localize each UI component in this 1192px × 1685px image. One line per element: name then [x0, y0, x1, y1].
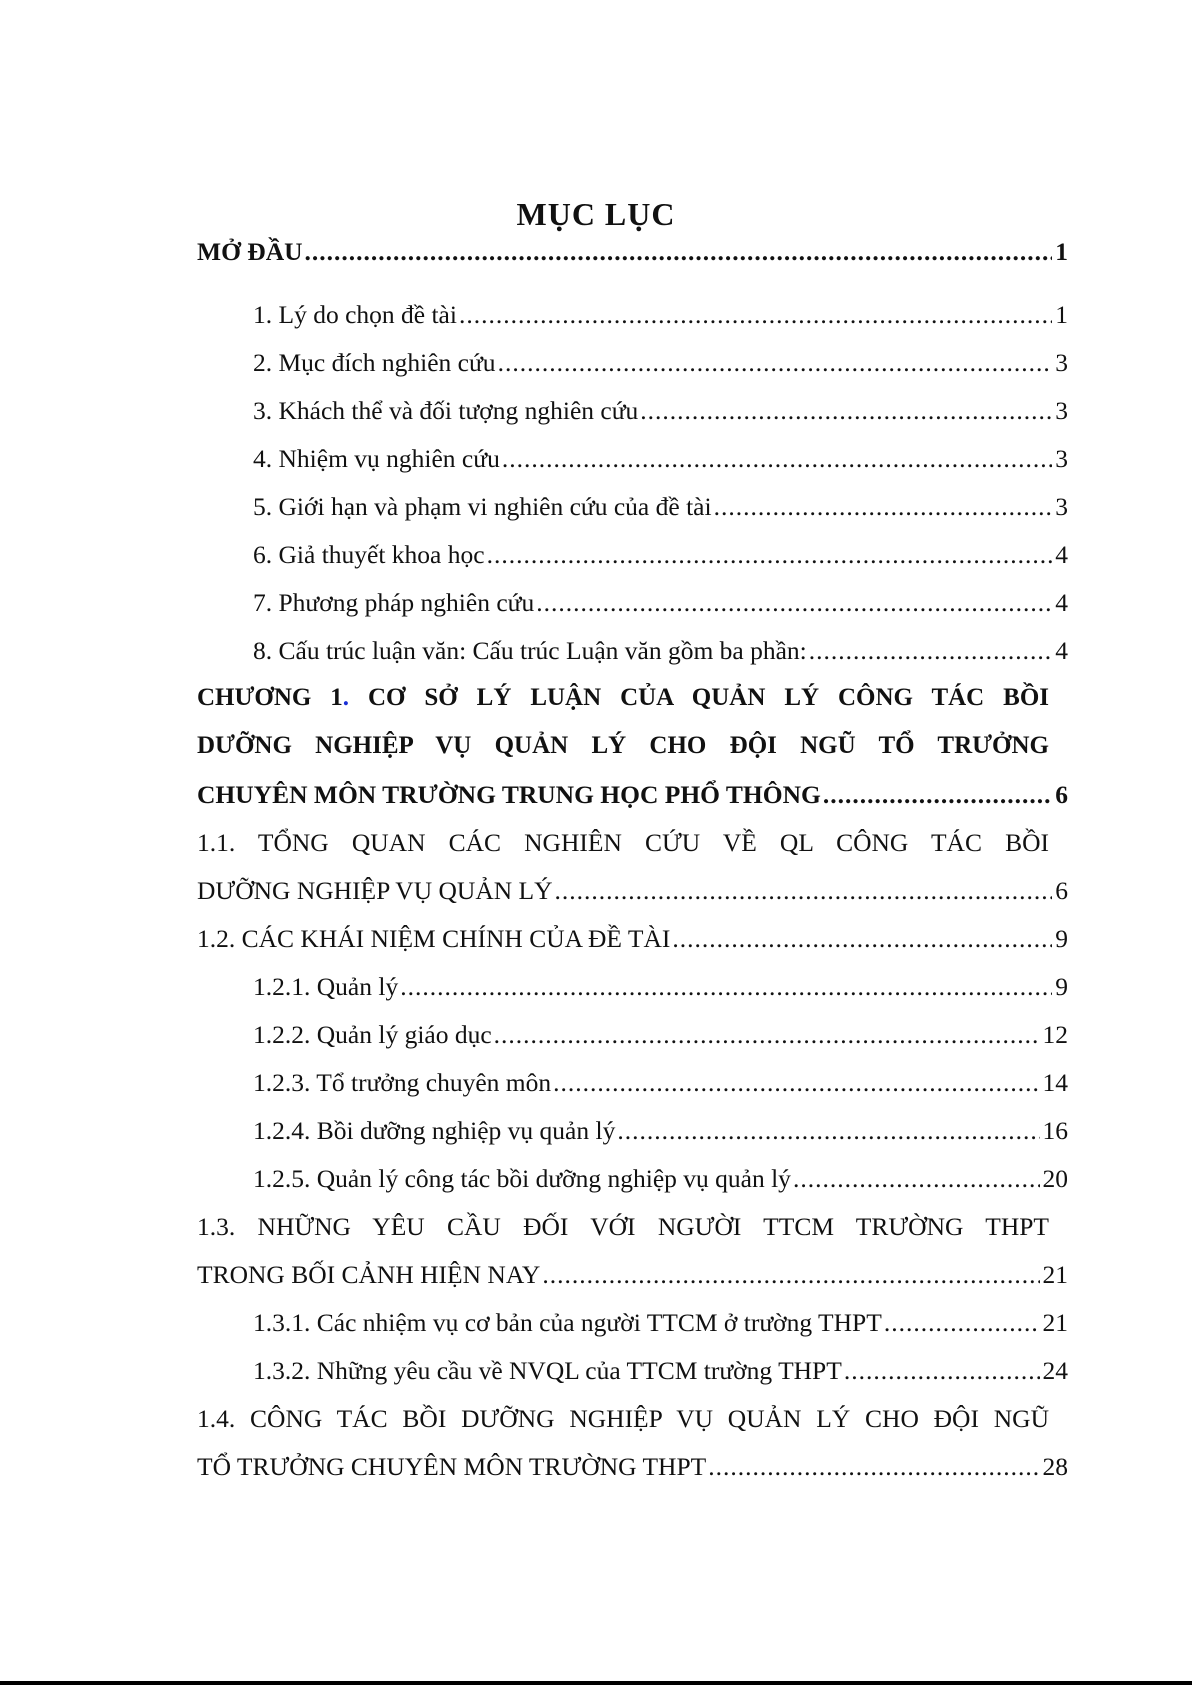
toc-entry-label: TỔ TRƯỞNG CHUYÊN MÔN TRƯỜNG THPT: [197, 1452, 707, 1481]
toc-section-1-2-1[interactable]: [253, 972, 1068, 1012]
toc-section-1-1-line-1[interactable]: 1.1. TỔNG QUAN CÁC NGHIÊN CỨU VỀ QL CÔNG TÁC BỒI: [197, 828, 1049, 857]
dot-leader: [555, 876, 1053, 906]
dot-leader: [793, 1164, 1040, 1194]
toc-section-1-3-line-2[interactable]: [197, 1260, 1068, 1300]
toc-entry-4[interactable]: [253, 444, 1068, 484]
toc-section-1-4-line-2[interactable]: [197, 1452, 1068, 1492]
toc-entry-label: 1.2.2. Quản lý giáo dục: [253, 1020, 492, 1049]
toc-entry-label: 5. Giới hạn và phạm vi nghiên cứu của đề tài: [253, 492, 712, 521]
toc-entry-page: 21: [1042, 1308, 1068, 1337]
toc-entry-label: 1.2.1. Quản lý: [253, 972, 399, 1001]
toc-entry-page: 14: [1042, 1068, 1068, 1097]
toc-entry-page: 24: [1042, 1356, 1068, 1385]
toc-entry-page: 9: [1055, 972, 1068, 1001]
toc-entry-label: 6. Giả thuyết khoa học: [253, 540, 485, 569]
toc-entry-page: 3: [1055, 444, 1068, 473]
toc-entry-page: 28: [1042, 1452, 1068, 1481]
toc-entry-page: 4: [1055, 540, 1068, 569]
toc-entry-label: CHUYÊN MÔN TRƯỜNG TRUNG HỌC PHỔ THÔNG: [197, 780, 821, 809]
dot-leader: [617, 1116, 1039, 1146]
dot-leader: [487, 540, 1053, 570]
toc-chapter-1-line-1[interactable]: [197, 684, 1049, 724]
toc-section-1-2[interactable]: [197, 924, 1068, 964]
toc-entry-3[interactable]: [253, 396, 1068, 436]
toc-section-1-3-line-1[interactable]: 1.3. NHỮNG YÊU CẦU ĐỐI VỚI NGƯỜI TTCM TRƯỜNG THPT: [197, 1212, 1049, 1241]
toc-entry-label: 1.2.4. Bồi dưỡng nghiệp vụ quản lý: [253, 1116, 616, 1145]
toc-entry-label: 1.2.5. Quản lý công tác bồi dưỡng nghiệp vụ quản lý: [253, 1164, 791, 1193]
dot-leader: [884, 1308, 1040, 1338]
dot-leader: [494, 1020, 1040, 1050]
dot-leader: [305, 237, 1053, 267]
dot-leader: [672, 924, 1052, 954]
toc-section-1-4-line-1[interactable]: 1.4. CÔNG TÁC BỒI DƯỠNG NGHIỆP VỤ QUẢN LÝ CHO ĐỘI NGŨ: [197, 1404, 1049, 1433]
toc-section-1-2-2[interactable]: [253, 1020, 1068, 1060]
toc-chapter-1-line-3[interactable]: [197, 780, 1068, 820]
toc-entry-label: 1.3.2. Những yêu cầu về NVQL của TTCM trường THPT: [253, 1356, 842, 1385]
dot-leader: [809, 636, 1052, 666]
toc-entry-page: 16: [1042, 1116, 1068, 1145]
toc-entry-label: MỞ ĐẦU: [197, 237, 303, 266]
dot-leader: [640, 396, 1052, 426]
dot-leader: [708, 1452, 1039, 1482]
toc-entry-8[interactable]: [253, 636, 1068, 676]
toc-entry-label: 8. Cấu trúc luận văn: Cấu trúc Luận văn gồm ba phần:: [253, 636, 807, 665]
toc-entry-page: 1: [1055, 237, 1068, 266]
toc-entry-1[interactable]: [253, 300, 1068, 340]
toc-entry-page: 6: [1055, 780, 1068, 809]
toc-section-1-2-4[interactable]: [253, 1116, 1068, 1156]
toc-entry-label: 4. Nhiệm vụ nghiên cứu: [253, 444, 500, 473]
dot-leader: [400, 972, 1052, 1002]
toc-entry-label: TRONG BỐI CẢNH HIỆN NAY: [197, 1260, 541, 1289]
toc-entry-page: 6: [1055, 876, 1068, 905]
toc-entry-page: 1: [1055, 300, 1068, 329]
toc-entry-page: 3: [1055, 348, 1068, 377]
chapter-prefix: CHƯƠNG 1: [197, 684, 343, 711]
toc-entry-label: 1.3.1. Các nhiệm vụ cơ bản của người TTCM ở trường THPT: [253, 1308, 882, 1337]
toc-entry-label: 2. Mục đích nghiên cứu: [253, 348, 496, 377]
dot-leader: [553, 1068, 1039, 1098]
dot-leader: [714, 492, 1053, 522]
toc-entry-page: 4: [1055, 636, 1068, 665]
toc-entry-label: 7. Phương pháp nghiên cứu: [253, 588, 535, 617]
dot-leader: [498, 348, 1053, 378]
toc-entry-page: 20: [1042, 1164, 1068, 1193]
toc-entry-page: 3: [1055, 396, 1068, 425]
toc-section-1-3-2[interactable]: [253, 1356, 1068, 1396]
toc-chapter-1-line-2[interactable]: DƯỠNG NGHIỆP VỤ QUẢN LÝ CHO ĐỘI NGŨ TỔ TRƯỞNG: [197, 732, 1049, 759]
dot-leader: [459, 300, 1052, 330]
toc-section-1-1-line-2[interactable]: [197, 876, 1068, 916]
dot-leader: [542, 1260, 1039, 1290]
toc-entry-page: 9: [1055, 924, 1068, 953]
toc-entry-7[interactable]: [253, 588, 1068, 628]
toc-section-1-2-3[interactable]: [253, 1068, 1068, 1108]
toc-entry-label: 1. Lý do chọn đề tài: [253, 300, 457, 329]
dot-leader: [536, 588, 1052, 618]
toc-entry-page: 4: [1055, 588, 1068, 617]
dot-leader: [844, 1356, 1040, 1386]
toc-entry-label: 3. Khách thể và đối tượng nghiên cứu: [253, 396, 639, 425]
toc-title: MỤC LỤC: [516, 196, 676, 232]
toc-entry-label: DƯỠNG NGHIỆP VỤ QUẢN LÝ: [197, 876, 553, 905]
toc-entry-mo-dau[interactable]: [197, 237, 1068, 277]
page-bottom-border: [0, 1681, 1192, 1685]
toc-entry-5[interactable]: [253, 492, 1068, 532]
toc-entry-page: 21: [1042, 1260, 1068, 1289]
toc-section-1-2-5[interactable]: [253, 1164, 1068, 1204]
chapter-title-part: CƠ SỞ LÝ LUẬN CỦA QUẢN LÝ CÔNG TÁC BỒI: [349, 684, 1050, 711]
toc-entry-page: 3: [1055, 492, 1068, 521]
toc-entry-label: 1.2. CÁC KHÁI NIỆM CHÍNH CỦA ĐỀ TÀI: [197, 924, 671, 953]
toc-section-1-3-1[interactable]: [253, 1308, 1068, 1348]
dot-leader: [502, 444, 1052, 474]
chapter-dot: .: [342, 684, 350, 711]
toc-entry-page: 12: [1042, 1020, 1068, 1049]
toc-entry-label: 1.2.3. Tổ trưởng chuyên môn: [253, 1068, 552, 1097]
dot-leader: [823, 780, 1052, 810]
toc-entry-2[interactable]: [253, 348, 1068, 388]
toc-entry-6[interactable]: [253, 540, 1068, 580]
